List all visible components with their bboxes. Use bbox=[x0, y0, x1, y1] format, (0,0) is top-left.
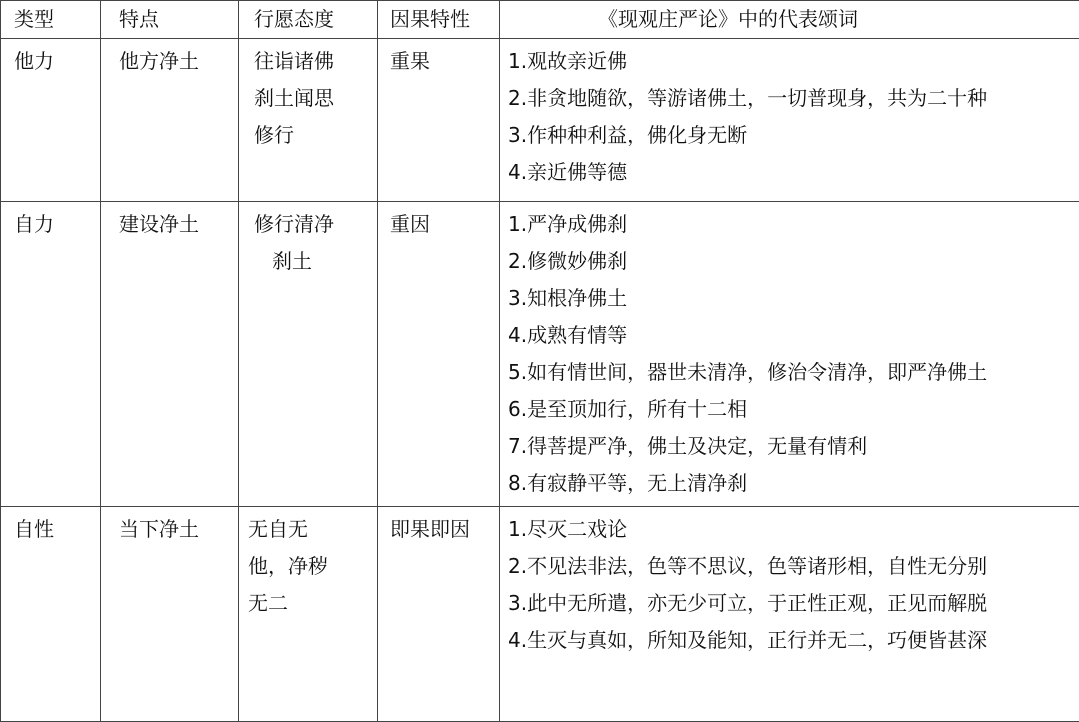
cell-causality: 即果即因 bbox=[378, 507, 500, 722]
attitude-line: 无自无 bbox=[248, 517, 308, 541]
cell-type: 自力 bbox=[1, 202, 101, 507]
verse-line: 1.严净成佛刹 bbox=[508, 212, 628, 236]
cell-verses bbox=[500, 202, 1079, 507]
header-row bbox=[1, 1, 1079, 39]
verse-line: 3.作种种利益，佛化身无断 bbox=[508, 123, 748, 147]
verse-line: 1.观故亲近佛 bbox=[508, 49, 628, 73]
attitude-line: 修行清净 bbox=[254, 212, 334, 236]
cell-attitude bbox=[239, 39, 378, 202]
verse-line: 2.不见法非法，色等不思议，色等诸形相，自性无分别 bbox=[508, 554, 988, 578]
verse-line: 2.修微妙佛刹 bbox=[508, 249, 628, 273]
attitude-line: 刹土闻思 bbox=[254, 86, 334, 110]
table-row bbox=[1, 507, 1079, 722]
table-row bbox=[1, 39, 1079, 202]
verse-line: 3.此中无所遣，亦无少可立，于正性正观，正见而解脱 bbox=[508, 591, 988, 615]
cell-verses bbox=[500, 39, 1079, 202]
verse-line: 4.成熟有情等 bbox=[508, 323, 628, 347]
cell-feature: 他方净土 bbox=[101, 39, 239, 202]
verse-line: 6.是至顶加行，所有十二相 bbox=[508, 397, 748, 421]
header-feature: 特点 bbox=[101, 1, 239, 39]
cell-feature: 当下净土 bbox=[101, 507, 239, 722]
verse-line: 7.得菩提严净，佛土及决定，无量有情利 bbox=[508, 434, 868, 458]
verse-line: 2.非贪地随欲，等游诸佛土，一切普现身，共为二十种 bbox=[508, 86, 988, 110]
cell-causality: 重因 bbox=[378, 202, 500, 507]
header-causality: 因果特性 bbox=[378, 1, 500, 39]
cell-type: 他力 bbox=[1, 39, 101, 202]
verse-line: 1.尽灭二戏论 bbox=[508, 517, 628, 541]
cell-attitude bbox=[239, 202, 378, 507]
header-attitude: 行愿态度 bbox=[239, 1, 378, 39]
cell-causality: 重果 bbox=[378, 39, 500, 202]
header-type: 类型 bbox=[1, 1, 101, 39]
attitude-line: 刹土 bbox=[272, 249, 312, 273]
attitude-line: 往诣诸佛 bbox=[254, 49, 334, 73]
cell-type: 自性 bbox=[1, 507, 101, 722]
cell-verses bbox=[500, 507, 1079, 722]
attitude-line: 无二 bbox=[248, 591, 288, 615]
verse-line: 4.亲近佛等德 bbox=[508, 160, 628, 184]
verse-line: 4.生灭与真如，所知及能知，正行并无二，巧便皆甚深 bbox=[508, 628, 988, 652]
verse-line: 5.如有情世间，器世未清净，修治令清净，即严净佛土 bbox=[508, 360, 988, 384]
attitude-line: 修行 bbox=[254, 123, 294, 147]
cell-feature: 建设净土 bbox=[101, 202, 239, 507]
header-verses: 《现观庄严论》中的代表颂词 bbox=[500, 1, 1079, 39]
verse-line: 8.有寂静平等，无上清净刹 bbox=[508, 471, 748, 495]
cell-attitude bbox=[239, 507, 378, 722]
table-row bbox=[1, 202, 1079, 507]
attitude-line: 他，净秽 bbox=[248, 554, 328, 578]
verse-line: 3.知根净佛土 bbox=[508, 286, 628, 310]
